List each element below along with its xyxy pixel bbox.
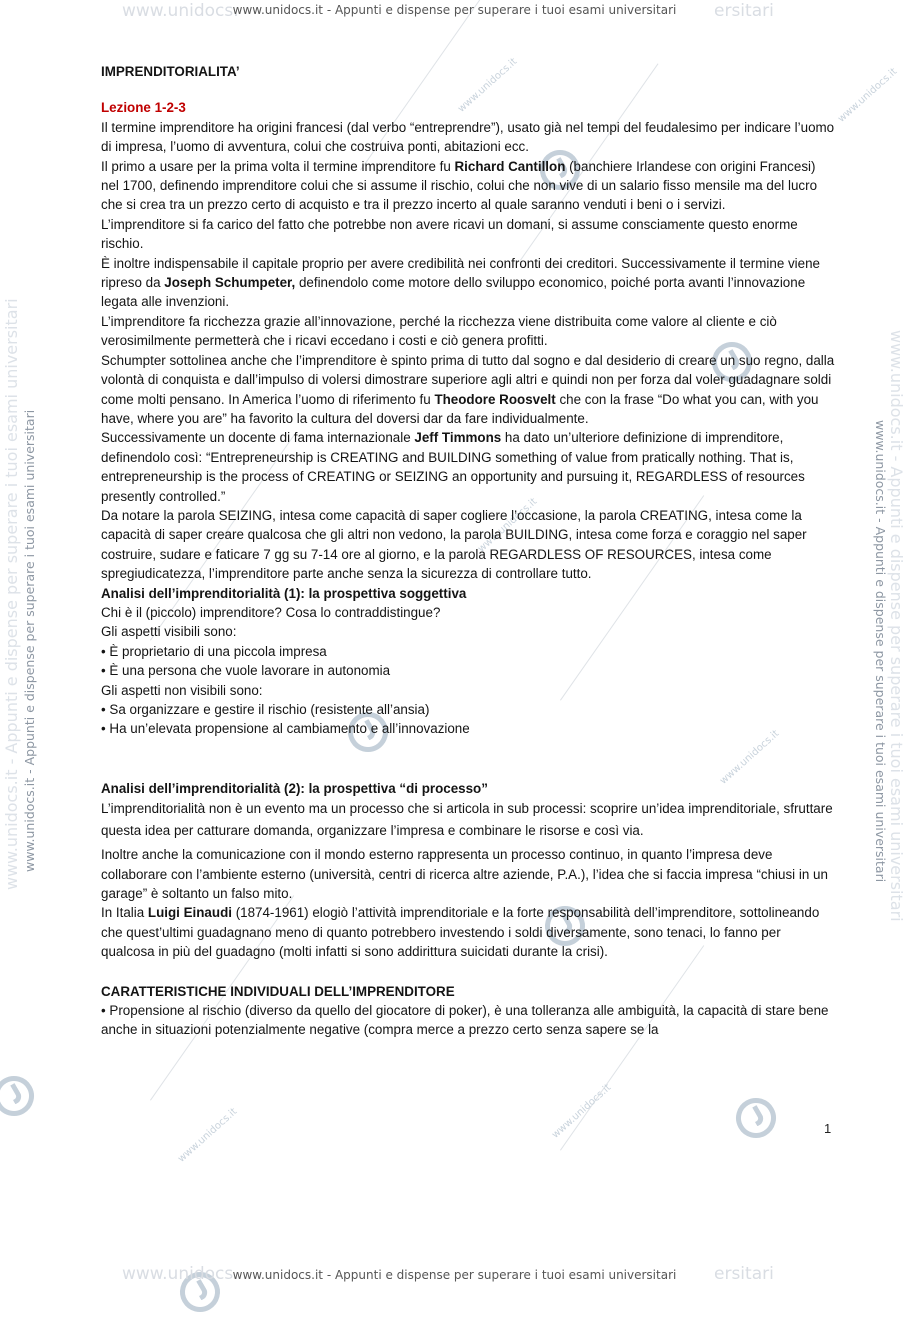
paragraph: L’imprenditore fa ricchezza grazie all’innovazione, perché la ricchezza viene distribuita come valore al cliente e ciò verosimilmente permetterà che i ricavi eccedano i costi e ciò genera profitti. [101, 313, 777, 349]
watermark-side-ghost: www.unidocs.it - Appunti e dispense per superare i tuoi esami universitari [887, 330, 906, 922]
bullet-item: • Sa organizzare e gestire il rischio (resistente all’ansia) [101, 702, 430, 717]
bullet-item: • È una persona che vuole lavorare in autonomia [101, 663, 391, 679]
watermark-side-ghost: www.unidocs.it - Appunti e dispense per superare i tuoi esami universitari [2, 298, 21, 890]
watermark-ghost-text: ersitari [714, 1264, 774, 1284]
name-highlight: Luigi Einaudi [147, 905, 232, 921]
name-highlight: Theodore Roosvelt [434, 391, 556, 407]
paragraph: Gli aspetti non visibili sono: [101, 682, 263, 698]
watermark-banner-top: www.unidocs.it - Appunti e dispense per superare i tuoi esami universitari [232, 3, 677, 17]
paragraph: Successivamente un docente di fama internazionale Jeff Timmons ha dato un’ulteriore definizione di imprenditore, definendolo così: “Entrepreneurship is CREATING and BUILDING something of value from pratically nothing. That is, entrepreneurship is the process of CREATING or SEIZING an opportunity and pursuing it, REGARDLESS of resources presently controlled.” [101, 430, 805, 504]
paragraph: È inoltre indispensabile il capitale proprio per avere credibilità nei confronti dei creditori. Successivamente il termine viene ripreso da Joseph Schumpeter, definendolo come motore dello sviluppo economico, poiché porta avanti l’innovazione legata alle invenzioni. [101, 255, 820, 310]
watermark-diag-text: www.unidocs.it [175, 1106, 240, 1165]
paragraph: Il primo a usare per la prima volta il termine imprenditore fu Richard Cantillon (banchiere Irlandese con origini Francesi) nel 1700, definendo imprenditore colui che si assume il rischio, colui che non vive di un salario fisso mensile ma del lucro che si crea tra un prezzo certo di acquisto e tra il prezzo incerto al quale saranno venduti i beni o i servizi. [101, 158, 818, 213]
paragraph: Gli aspetti visibili sono: [101, 624, 237, 640]
paragraph: Inoltre anche la comunicazione con il mondo esterno rappresenta un processo continuo, in quanto l’impresa deve collaborare con l’ambiente esterno (università, centri di ricerca altre aziende, P.A.), l’idea che si faccia impresa “chiusi in un garage” è soltanto un falso mito. [101, 847, 828, 902]
bullet-item: • Propensione al rischio (diverso da quello del giocatore di poker), è una tolleranza alle ambiguità, la capacità di stare bene anche in situazioni potenzialmente negative (compra merce a prezzo certo senza sapere se la [101, 1003, 829, 1038]
watermark-ghost-text: ersitari [714, 1, 774, 21]
name-highlight: Richard Cantillon [454, 158, 566, 174]
watermark-diag-text: www.unidocs.it [835, 66, 900, 125]
section-heading: Analisi dell’imprenditorialità (1): la prospettiva soggettiva [101, 585, 467, 601]
name-highlight: Jeff Timmons [414, 430, 502, 446]
paragraph: Schumpter sottolinea anche che l’imprenditore è spinto prima di tutto dal sogno e dal desiderio di creare un suo regno, dalla volontà di conquista e dall’impulso di volersi dimostrare superiore agli altri e quindi non per forza dal voler guadagnare soldi come molti pensano. In America l’uomo di riferimento fu Theodore Roosvelt che con la frase “Do what you can, with you have, where you are” ha favorito la cultura del doversi dar da fare individualmente. [101, 352, 835, 426]
watermark-diag-text: www.unidocs.it [549, 1082, 614, 1141]
watermark-diag-text: www.unidocs.it [455, 56, 520, 115]
paragraph: L’imprenditore si fa carico del fatto che potrebbe non avere ricavi un domani, si assume consciamente questo enorme rischio. [101, 216, 798, 252]
watermark-ghost-text: www.unidocs. [122, 1264, 239, 1284]
watermark-diag-text: www.unidocs.it [717, 728, 782, 787]
paragraph: L’imprenditorialità non è un evento ma un processo che si articola in sub processi: scoprire un’idea imprenditoriale, sfruttare questa idea per catturare domanda, organizzare l’impresa e combinare le risorse e così via. [101, 801, 833, 839]
watermark-side-left: www.unidocs.it - Appunti e dispense per superare i tuoi esami universitari [22, 409, 37, 872]
section-heading: CARATTERISTICHE INDIVIDUALI DELL’IMPRENDITORE [101, 983, 455, 999]
section-heading: Analisi dell’imprenditorialità (2): la prospettiva “di processo” [101, 780, 488, 796]
watermark-side-right: www.unidocs.it - Appunti e dispense per superare i tuoi esami universitari [873, 420, 888, 883]
unidocs-logo-icon [729, 1091, 784, 1146]
document-body [101, 62, 836, 1040]
document-title: IMPRENDITORIALITA’ [101, 64, 240, 79]
bullet-item: • Ha un’elevata propensione al cambiamento e all’innovazione [101, 721, 470, 737]
paragraph: Chi è il (piccolo) imprenditore? Cosa lo contraddistingue? [101, 604, 441, 620]
page-number: 1 [824, 1121, 832, 1136]
paragraph: In Italia Luigi Einaudi (1874-1961) elogiò l’attività imprenditoriale e la forte responsabilità dell’imprenditore, sottolineando che quest’ultimi guadagnano meno di quanto potrebbero investendo i soldi diversamente, sono tenaci, lo fanno per qualcosa in più del guadagno (molti infatti si sono addirittura suicidati durante la crisi). [101, 905, 820, 960]
paragraph: Il termine imprenditore ha origini francesi (dal verbo “entreprendre”), usato già nel tempi del feudalesimo per indicare l’uomo di impresa, l’uomo di avventura, colui che costruiva ponti, abitazioni ecc. [101, 119, 835, 155]
watermark-banner-bottom: www.unidocs.it - Appunti e dispense per superare i tuoi esami universitari [232, 1268, 677, 1282]
paragraph: Da notare la parola SEIZING, intesa come capacità di saper cogliere l’occasione, la parola CREATING, intesa come la capacità di saper creare qualcosa che gli altri non vedono, la parola BUILDING, intesa come forza e coraggio nel saper costruire, sudare e faticare 7 gg su 7-14 ore al giorno, e la parola REGARDLESS OF RESOURCES, intesa come spregiudicatezza, l’imprenditore parte anche senza la sicurezza di controllare tutto. [101, 507, 807, 582]
lesson-heading: Lezione 1-2-3 [101, 100, 186, 116]
bullet-item: • È proprietario di una piccola impresa [101, 643, 327, 659]
name-highlight: Joseph Schumpeter, [164, 275, 296, 291]
watermark-diag-text: www.unidocs.it [475, 496, 540, 555]
unidocs-logo-icon [0, 1069, 41, 1124]
watermark-ghost-text: www.unidocs. [122, 1, 239, 21]
